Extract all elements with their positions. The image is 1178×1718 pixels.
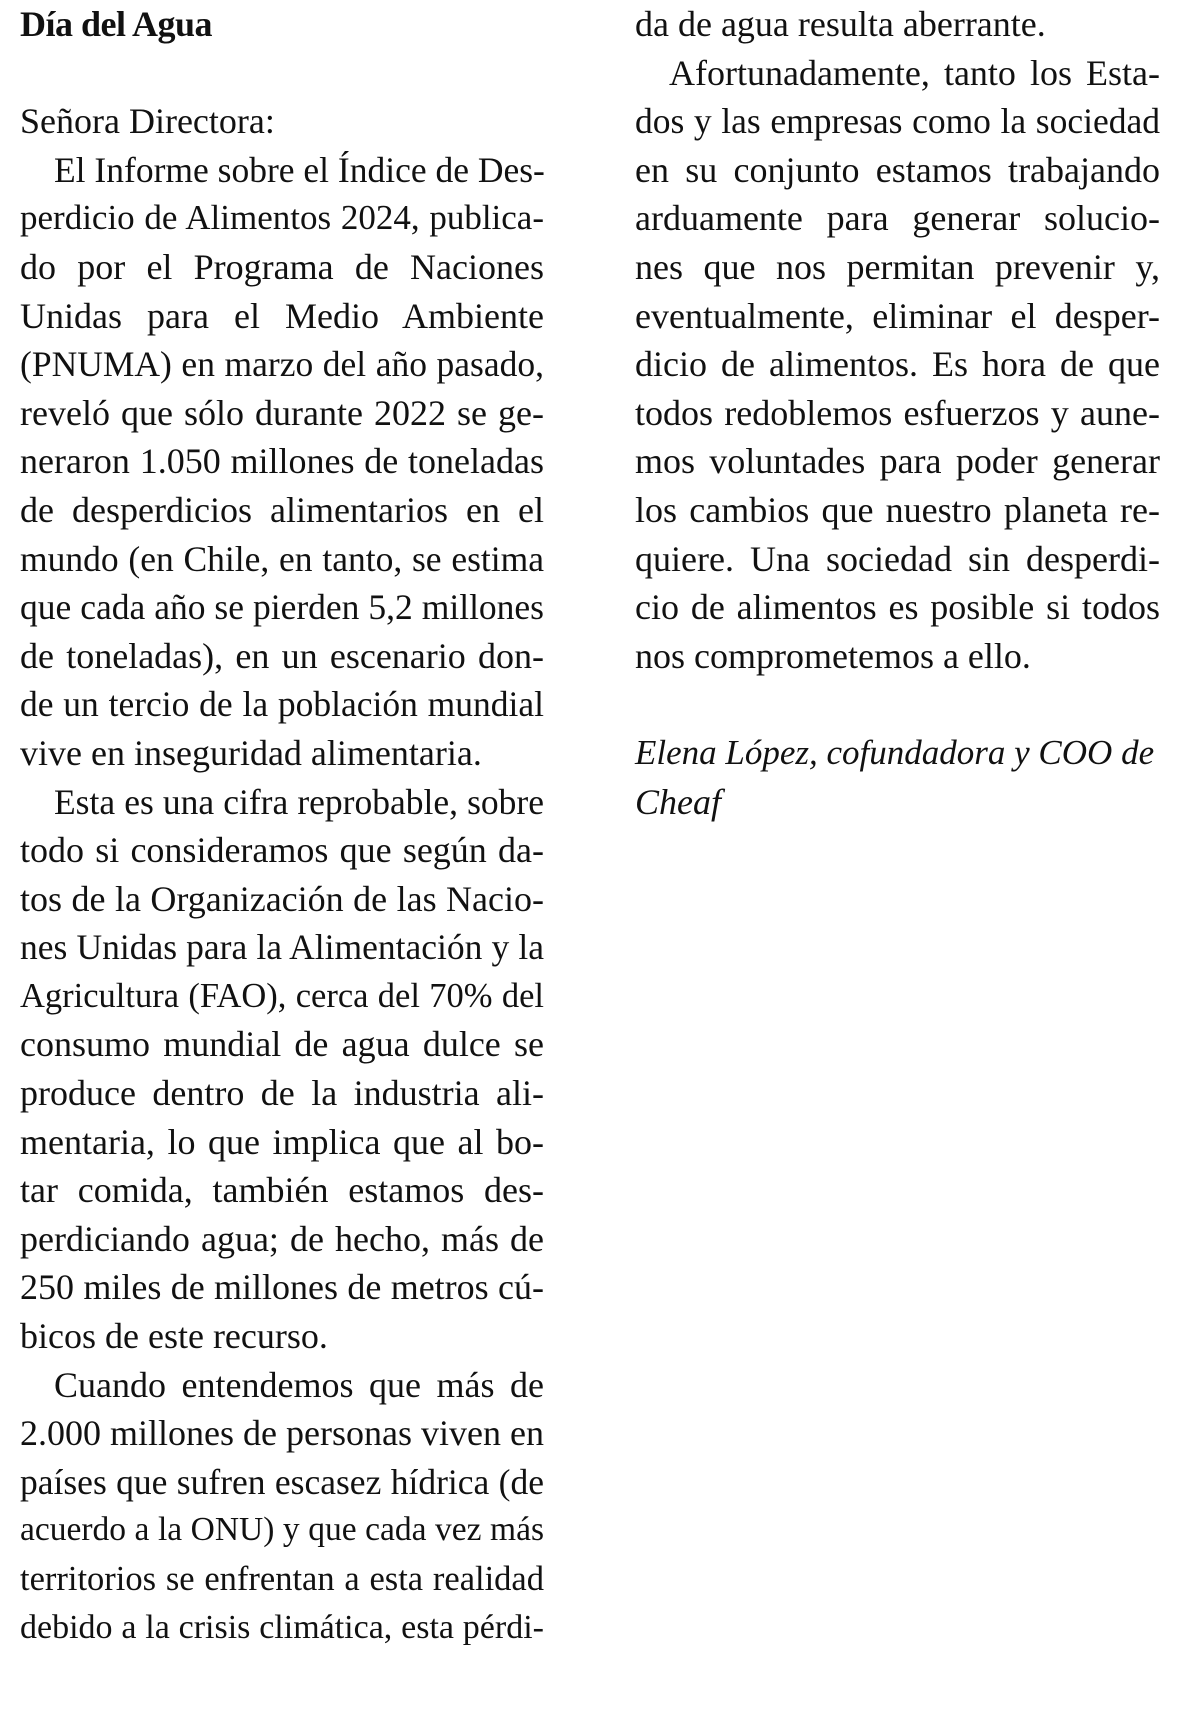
text-line: Esta es una cifra reprobable, sobre — [54, 781, 544, 822]
spacer — [20, 49, 544, 98]
text-line: los cambios que nuestro planeta re- — [635, 489, 1160, 530]
text-line: da de agua resulta aberrante. — [635, 4, 1046, 44]
text-line: países que sufren escasez hídrica (de — [20, 1461, 544, 1502]
signature-line: Elena López, cofundadora y COO de — [635, 732, 1155, 772]
text-line: de un tercio de la población mundial — [20, 684, 544, 725]
text-line: bicos de este recurso. — [20, 1316, 328, 1357]
article-title: Día del Agua — [20, 4, 213, 44]
text-line: El Informe sobre el Índice de Des- — [54, 149, 545, 190]
text-line: debido a la crisis climática, esta pérdi- — [20, 1608, 544, 1646]
text-line: tos de la Organización de las Nacio- — [20, 878, 544, 919]
text-line: neraron 1.050 millones de toneladas — [20, 441, 544, 482]
left-column — [20, 0, 544, 1652]
text-line: 2.000 millones de personas viven en — [20, 1413, 544, 1454]
right-column — [635, 0, 1160, 826]
text-line: vive en inseguridad alimentaria. — [20, 732, 482, 773]
spacer — [635, 680, 1160, 729]
text-line: de toneladas), en un escenario don- — [20, 635, 544, 676]
text-line: Agricultura (FAO), cerca del 70% del — [20, 976, 544, 1015]
signature-line: Cheaf — [635, 781, 721, 822]
text-line: acuerdo a la ONU) y que cada vez más — [20, 1511, 544, 1549]
text-line: tar comida, también estamos des- — [20, 1170, 544, 1211]
text-line: de desperdicios alimentarios en el — [20, 489, 544, 530]
text-line: todos redoblemos esfuerzos y aune- — [635, 392, 1160, 433]
text-line: cio de alimentos es posible si todos — [635, 587, 1160, 628]
text-line: consumo mundial de agua dulce se — [20, 1024, 544, 1065]
text-line: Afortunadamente, tanto los Esta- — [669, 52, 1160, 93]
text-line: do por el Programa de Naciones — [20, 246, 544, 287]
text-line: reveló que sólo durante 2022 se ge- — [20, 392, 544, 433]
text-line: produce dentro de la industria ali- — [20, 1073, 544, 1114]
text-line: perdicio de Alimentos 2024, publica- — [20, 198, 544, 238]
text-line: mundo (en Chile, en tanto, se estima — [20, 538, 544, 579]
text-line: Unidas para el Medio Ambiente — [20, 295, 544, 336]
text-line: territorios se enfrentan a esta realidad — [20, 1560, 544, 1598]
text-line: arduamente para generar solucio- — [635, 198, 1160, 239]
text-line: todo si consideramos que según da- — [20, 830, 544, 871]
text-line: eventualmente, eliminar el desper- — [635, 295, 1160, 336]
salutation: Señora Directora: — [20, 101, 275, 142]
text-line: dicio de alimentos. Es hora de que — [635, 344, 1160, 385]
text-line: mos voluntades para poder generar — [635, 441, 1160, 482]
text-line: en su conjunto estamos trabajando — [635, 149, 1160, 190]
text-line: 250 miles de millones de metros cú- — [20, 1267, 544, 1308]
text-line: perdiciando agua; de hecho, más de — [20, 1218, 544, 1259]
text-line: (PNUMA) en marzo del año pasado, — [20, 344, 544, 385]
text-line: nes Unidas para la Alimentación y la — [20, 927, 544, 968]
text-line: Cuando entendemos que más de — [54, 1364, 544, 1405]
text-line: nes que nos permitan prevenir y, — [635, 246, 1160, 287]
text-line: nos comprometemos a ello. — [635, 635, 1031, 676]
text-line: quiere. Una sociedad sin desperdi- — [635, 538, 1160, 579]
text-line: dos y las empresas como la sociedad — [635, 101, 1160, 142]
text-line: que cada año se pierden 5,2 millones — [20, 587, 544, 628]
text-line: mentaria, lo que implica que al bo- — [20, 1121, 544, 1162]
